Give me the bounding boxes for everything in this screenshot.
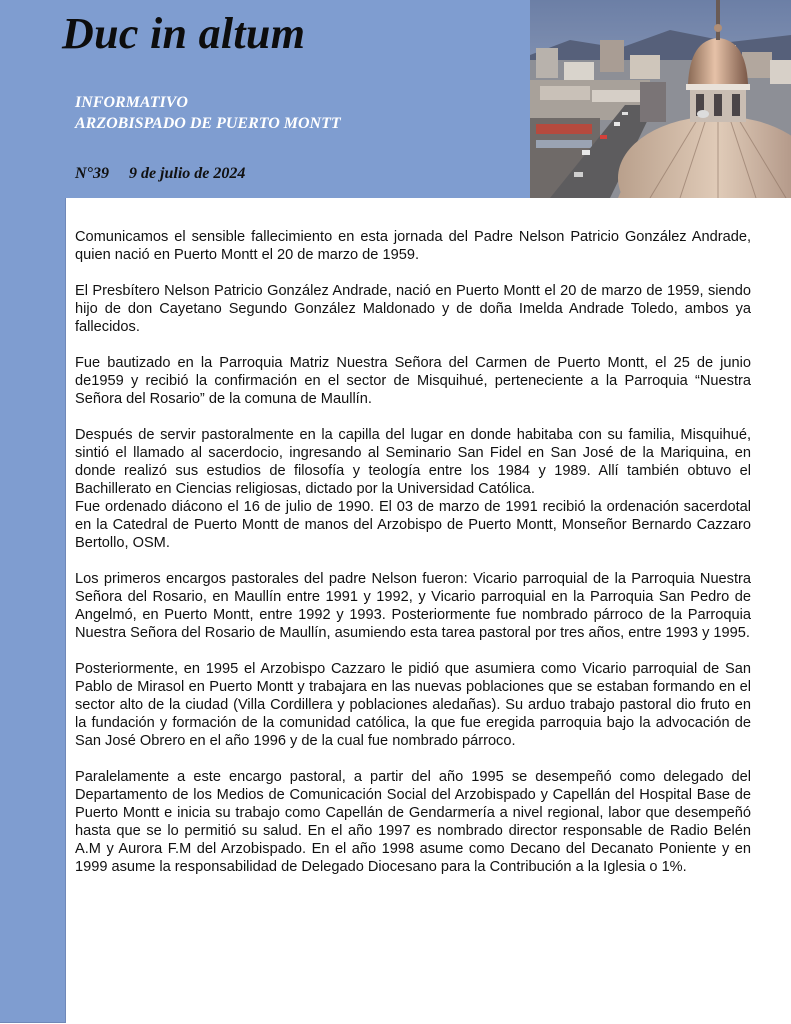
issue-number: N°39 [75,165,109,182]
subtitle-line-2: ARZOBISPADO DE PUERTO MONTT [75,115,341,132]
paragraph: Comunicamos el sensible fallecimiento en esta jornada del Padre Nelson Patricio González Andrade, quien nació en Puerto Montt el 20 de marzo de 1959. [75,229,751,263]
paragraph: Los primeros encargos pastorales del padre Nelson fueron: Vicario parroquial de la Parroquia Nuestra Señora del Rosario, en Maullín entre 1991 y 1992, y Vicario parroquial en la Parroquia San Pedro de Angelmó, en Puerto Montt, entre 1992 y 1993. Posteriormente fue nombrado párroco de la Parroquia Nuestra Señora del Rosario de Maullín, asumiendo esta tarea pastoral por tres años, entre 1993 y 1995. [75,571,751,641]
newsletter-title: Duc in altum [62,9,306,58]
paragraph: Fue ordenado diácono el 16 de julio de 1990. El 03 de marzo de 1991 recibió la ordenación sacerdotal en la Catedral de Puerto Montt de manos del Arzobispo de Puerto Montt, Monseñor Bernardo Cazzaro Bertollo, OSM. [75,499,751,551]
paragraph: Después de servir pastoralmente en la capilla del lugar en donde habitaba con su familia, Misquihué, sintió el llamado al sacerdocio, ingresando al Seminario San Fidel en San José de la Mariquina, en donde realizó sus estudios de filosofía y teología entre los 1984 y 1989. Allí también obtuvo el Bachillerato en Ciencias religiosas, dictado por la Universidad Católica. [75,427,751,497]
paragraph: El Presbítero Nelson Patricio González Andrade, nació en Puerto Montt el 20 de marzo de 1959, siendo hijo de don Cayetano Segundo González Maldonado y de doña Imelda Andrade Toledo, ambos ya fallecidos. [75,283,751,335]
issue-info [75,165,245,183]
paragraph: Fue bautizado en la Parroquia Matriz Nuestra Señora del Carmen de Puerto Montt, el 25 de junio de1959 y recibió la confirmación en el sector de Misquihué, perteneciente a la Parroquia “Nuestra Señora del Rosario” de la comuna de Maullín. [75,355,751,407]
paragraph: Paralelamente a este encargo pastoral, a partir del año 1995 se desempeñó como delegado del Departamento de los Medios de Comunicación Social del Arzobispado y Capellán del Hospital Base de Puerto Montt e inicia su trabajo como Capellán de Gendarmería a nivel regional, labor que desempeñó hasta que se lo permitió su salud. En el año 1997 es nombrado director responsable de Radio Belén A.M y Aurora F.M del Arzobispado. En el año 1998 asume como Decano del Decanato Poniente y en 1999 asume la responsabilidad de Delegado Diocesano para la Contribución a la Iglesia o 1%. [75,769,751,875]
issue-date: 9 de julio de 2024 [128,165,246,182]
article-body [75,228,751,894]
left-color-band [0,0,66,1023]
newsletter-subtitle [75,92,341,134]
paragraph: Posteriormente, en 1995 el Arzobispo Cazzaro le pidió que asumiera como Vicario parroquial de San Pablo de Mirasol en Puerto Montt y trabajara en las nuevas poblaciones que se estaban formando en el sector alto de la ciudad (Villa Cordillera y poblaciones aledañas). Su arduo trabajo pastoral dio fruto en la fundación y formación de la comunidad católica, la que fue eregida parroquia bajo la advocación de San José Obrero en el año 1996 y de la cual fue nombrado párroco. [75,661,751,749]
subtitle-line-1: INFORMATIVO [75,94,188,111]
city-cathedral-photo [530,0,791,198]
